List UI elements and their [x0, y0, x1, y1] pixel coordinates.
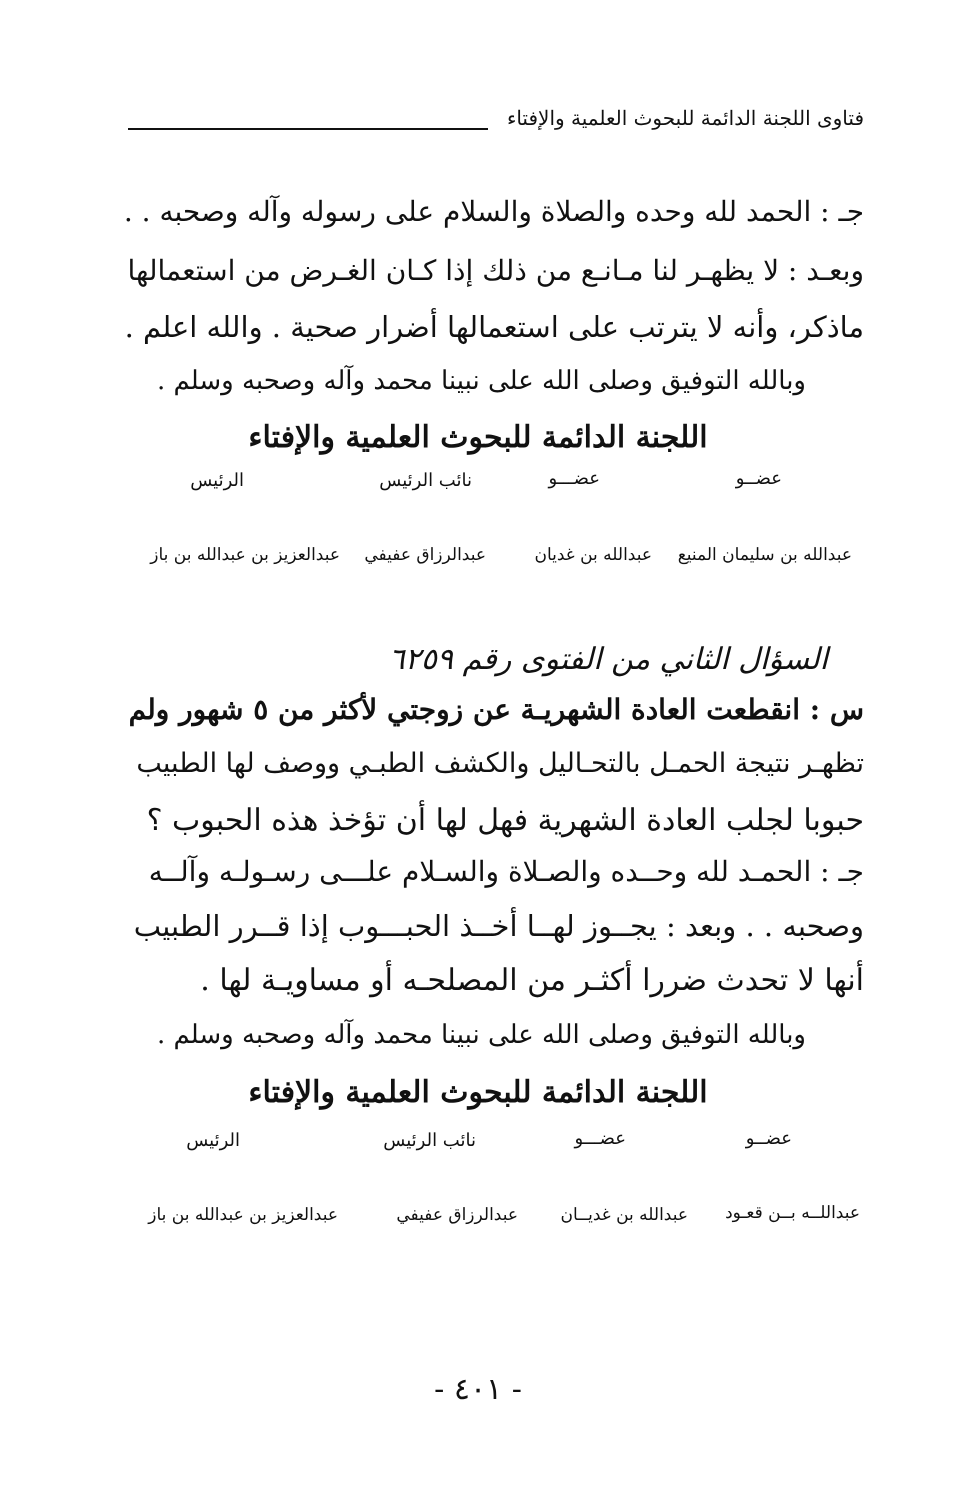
answer2-line-1: جـ : الحمـد لله وحــده والصـلاة والسـلام علـــى رسـولـه وآلــه [148, 855, 864, 888]
committee1-signatory-3: عبدالرزاق عفيفي [364, 545, 486, 565]
committee2-role-vice-chairman: نائب الرئيس [383, 1130, 476, 1151]
committee2-role-chairman: الرئيس [186, 1130, 240, 1151]
committee2-signatory-4: عبدالعزيز بن عبدالله بن باز [148, 1205, 338, 1225]
answer1-line-2: وبعـد : لا يظهـر لنا مـانـع من ذلك إذا كـان الغـرض من استعمالها [127, 254, 864, 287]
answer1-line-1: جـ : الحمد لله وحده والصلاة والسلام على رسوله وآله وصحبه . . [123, 195, 864, 228]
question2-line-2: تظهـر نتيجة الحمـل بالتحـاليل والكشف الطبـي ووصف لها الطبيب [136, 748, 864, 779]
page-number: - ٤٠١ - [434, 1372, 522, 1407]
question2-line-3: حبوبا لجلب العادة الشهرية فهل لها أن تؤخذ هذه الحبوب ؟ [146, 803, 864, 838]
committee2-role-member-2: عضـــو [574, 1128, 626, 1149]
running-header-title: فتاوى اللجنة الدائمة للبحوث العلمية والإفتاء [506, 106, 864, 130]
question2-line-1: س : انقطعت العادة الشهريـة عن زوجتي لأكثر من ٥ شهور ولم [128, 693, 864, 726]
answer1-line-4: وبالله التوفيق وصلى الله على نبينا محمد وآله وصحبه وسلم . [156, 366, 806, 396]
committee1-role-vice-chairman: نائب الرئيس [379, 470, 472, 491]
question2-title: السؤال الثاني من الفتوى رقم ٦٢٥٩ [388, 642, 828, 677]
answer2-line-4: وبالله التوفيق وصلى الله على نبينا محمد وآله وصحبه وسلم . [156, 1020, 806, 1050]
committee2-title: اللجنة الدائمة للبحوث العلمية والإفتاء [248, 1075, 708, 1110]
answer2-line-2: وصحبه . . وبعد : يجــوز لهــا أخــذ الحبـــوب إذا قــرر الطبيب [133, 909, 864, 943]
committee1-role-member-1: عضــو [735, 468, 782, 489]
header-rule [128, 128, 488, 130]
committee2-signatory-1: عبداللــه بــن قعـود [725, 1203, 860, 1223]
answer2-line-3: أنها لا تحدث ضررا أكثـر من المصلحـه أو مساويـة لها . [200, 963, 864, 998]
committee1-role-chairman: الرئيس [190, 470, 244, 491]
committee2-signatory-2: عبدالله بن غديــان [560, 1205, 688, 1225]
answer1-line-3: ماذكر، وأنه لا يترتب على استعمالها أضرار صحية . والله اعلم . [124, 310, 864, 344]
committee1-role-member-2: عضـــو [548, 468, 600, 489]
committee2-signatory-3: عبدالرزاق عفيفي [396, 1205, 518, 1225]
committee1-signatory-2: عبدالله بن غديان [534, 545, 652, 565]
committee1-signatory-1: عبدالله بن سليمان المنيع [677, 545, 852, 565]
committee1-title: اللجنة الدائمة للبحوث العلمية والإفتاء [248, 420, 708, 455]
committee1-signatory-4: عبدالعزيز بن عبدالله بن باز [150, 545, 340, 565]
committee2-role-member-1: عضــو [745, 1128, 792, 1149]
